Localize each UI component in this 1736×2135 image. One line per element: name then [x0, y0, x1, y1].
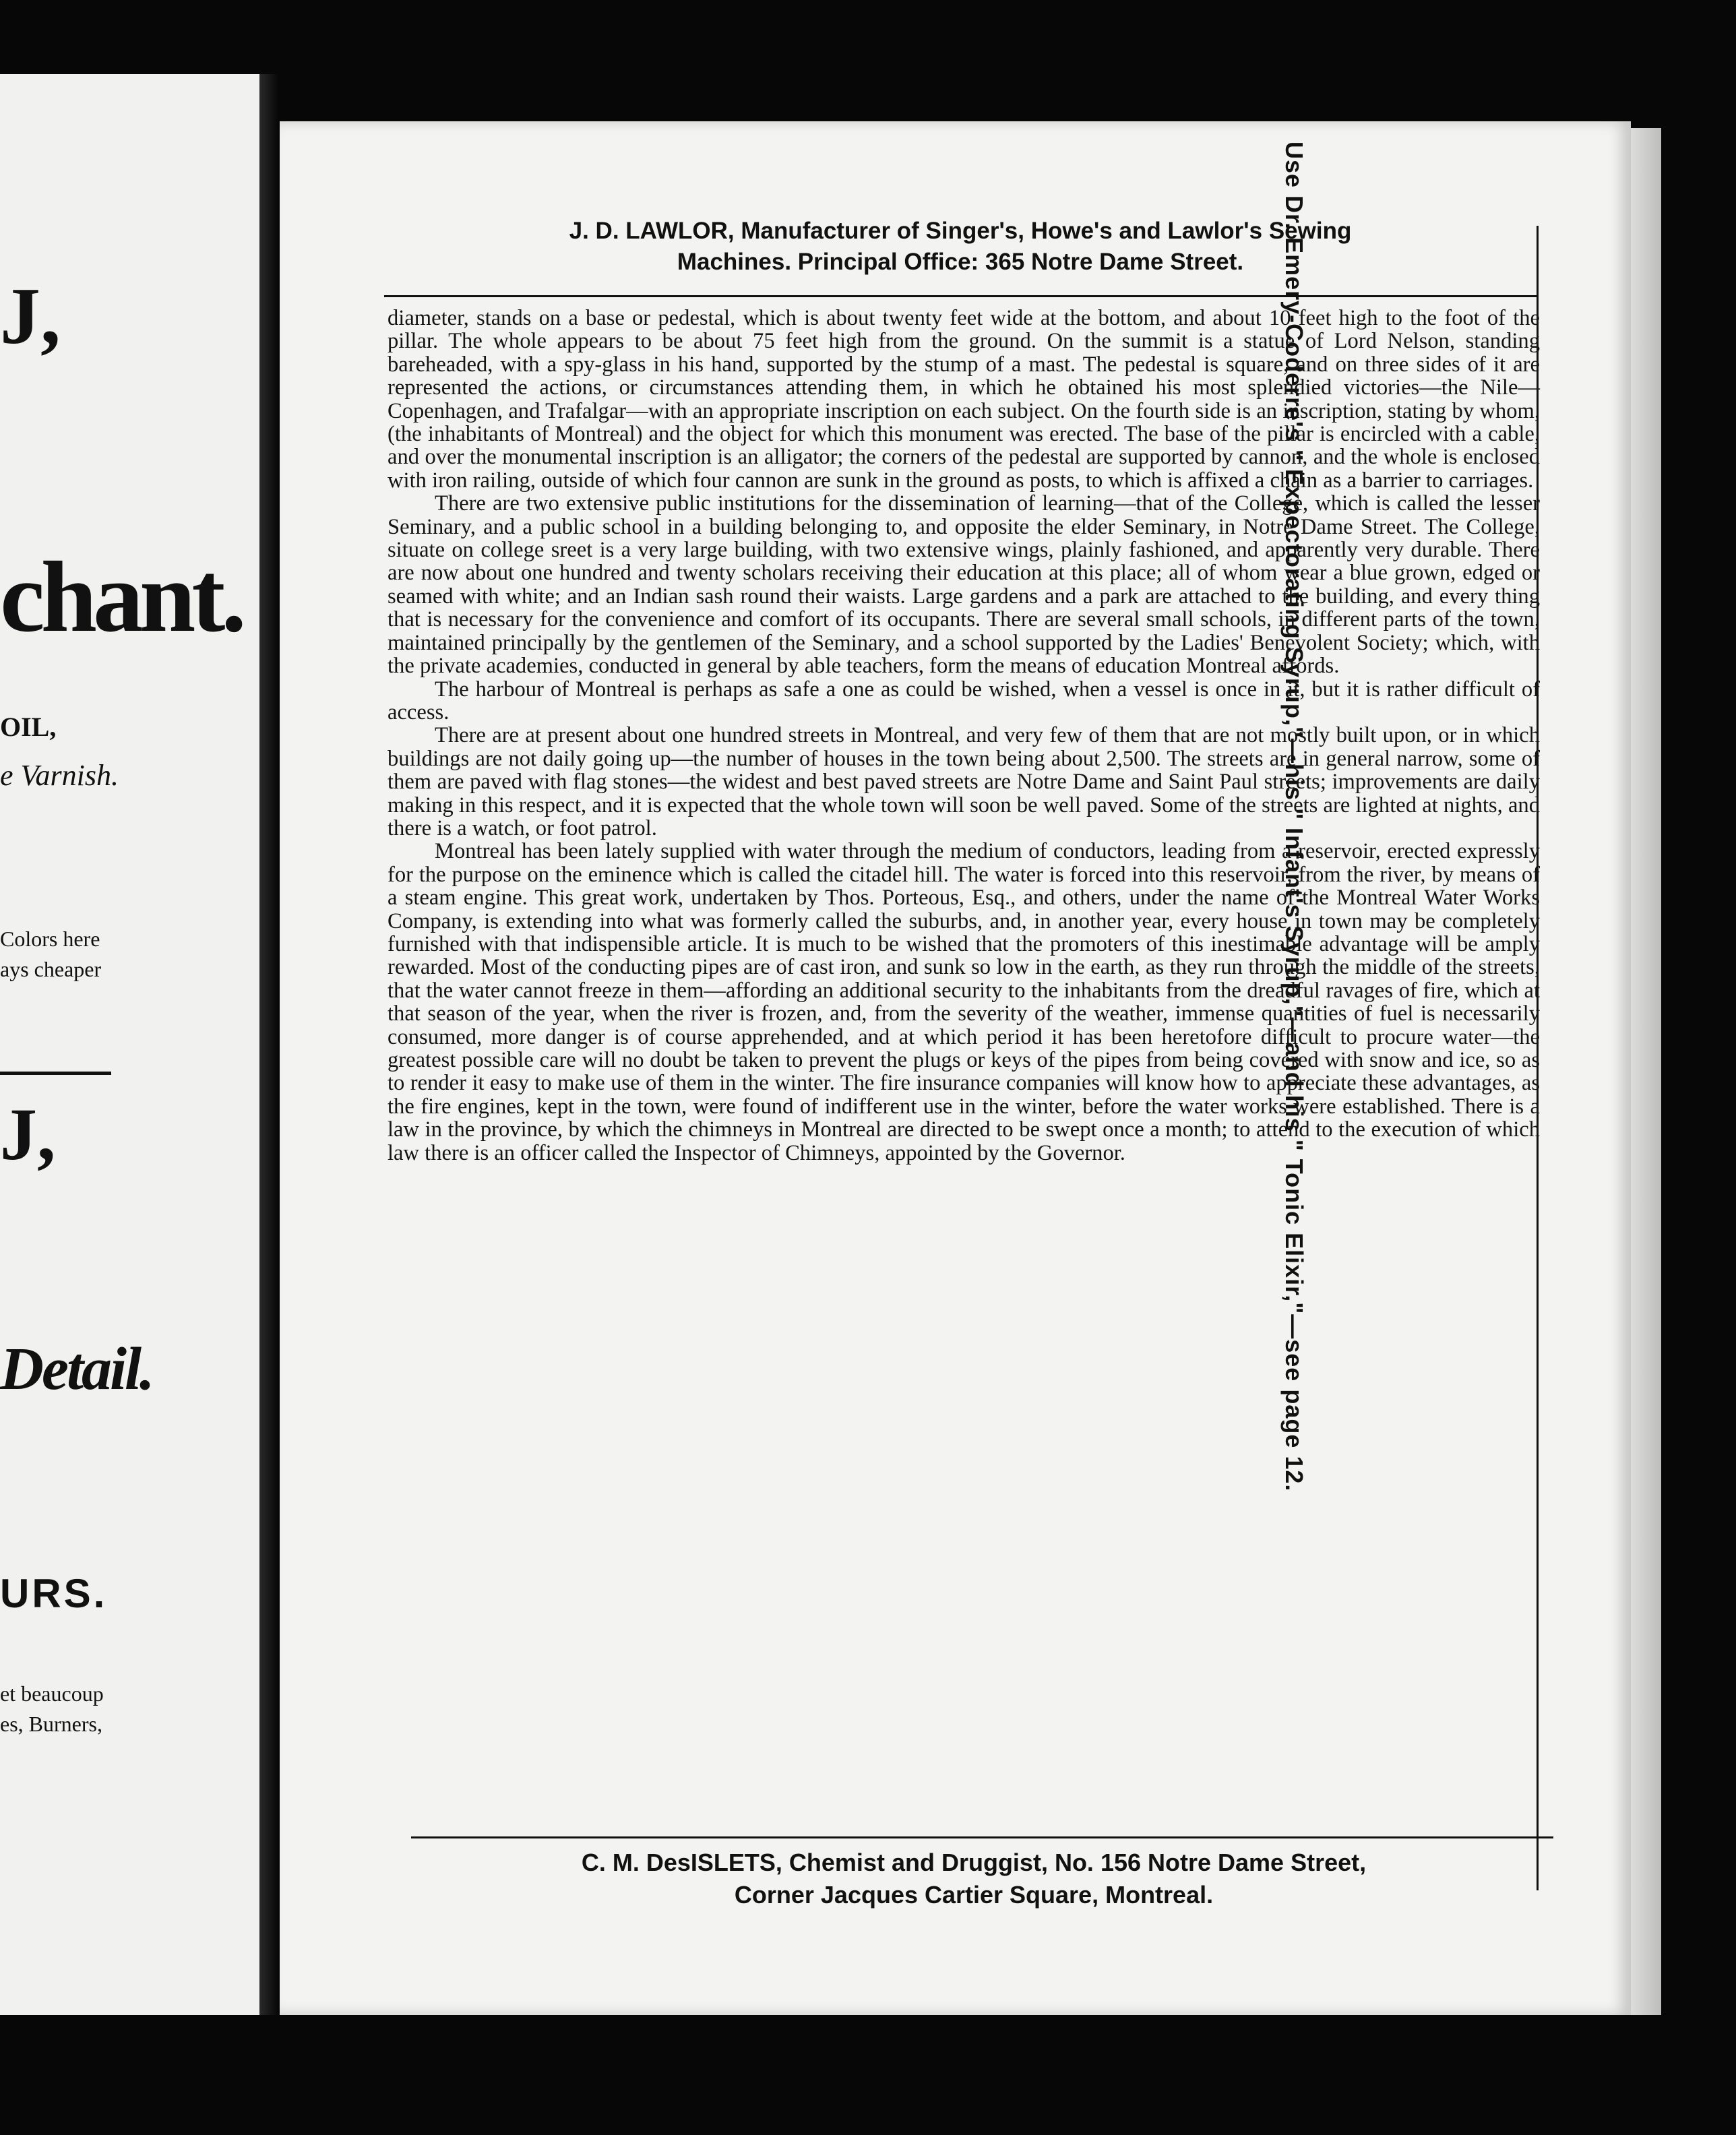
page-edge — [1631, 128, 1661, 2015]
footer-line-1: C. M. DesISLETS, Chemist and Druggist, No. 156 Notre Dame Street, — [581, 1849, 1367, 1876]
left-divider — [0, 1072, 111, 1075]
main-page — [280, 121, 1631, 2015]
footer-advertisement — [381, 1847, 1567, 1911]
header-advertisement — [374, 216, 1547, 278]
left-fragment-rs: URS. — [0, 1571, 108, 1616]
paragraph-5: Montreal has been lately supplied with water through the medium of conductors, leading from a reservoir, erected expressly for the purpose on the eminence which is called the citadel hill. The water is forced into this reservoir, from the river, by means of a steam engine. This great work, undertaken by Thos. Porteous, Esq., and others, under the name of the Montreal Water Works Company, is extending into what was formerly called the suburbs, and, in another year, every house in town may be completely furnished with that indispensible article. It is much to be wished that the promoters of this inestimable advantage will be amply rewarded. Most of the conducting pipes are of cast iron, and sunk so low in the earth, as they run through the middle of the streets, that the water cannot freeze in them—affording an additional security to the inhabitants from the dreadful ravages of fire, which at that season of the year, when the river is frozen, and, from the severity of the weather, immense quantities of fuel is necessarily consumed, more danger is of course apprehended, and at which period it has been heretofore difficult to procure water—the greatest possible care will no doubt be taken to prevent the plugs or keys of the pipes from being covered with snow and ice, so as to render it easy to make use of them in the winter. The fire insurance companies will know how to appreciate these advantages, as the fire engines, kept in the town, were found of indifferent use in the winter, before the water works were established. There is a law in the province, by which the chimneys in Montreal are directed to be swept once a month; to attend to the execution of which law there is an officer called the Inspector of Chimneys, appointed by the Governor. — [388, 839, 1540, 1165]
left-fragment-burners: es, Burners, — [0, 1712, 102, 1736]
page-gutter — [259, 74, 280, 2015]
paragraph-4: There are at present about one hundred streets in Montreal, and very few of them that are not mostly built upon, or in which buildings are not daily going up—the number of houses in the town being about 2,500. The streets are in general narrow, some of them are paved with flag stones—the widest and best paved streets are Notre Dame and Saint Paul streets; improvements are daily making in this respect, and it is expected that the whole town will soon be well paved. Some of the streets are lighted at nights, and there is a watch, or foot patrol. — [388, 723, 1540, 840]
left-fragment-oil: OIL, — [0, 712, 57, 742]
header-line-1: J. D. LAWLOR, Manufacturer of Singer's, Howe's and Lawlor's Sewing — [569, 218, 1352, 244]
left-fragment-beaucoup: et beaucoup — [0, 1681, 104, 1706]
vertical-advertisement: Use Dr. Emery-Coderre's " Expectorating Syrup,"—his " Infant's Syrup,"—and his " Tonic Elixir,"—see page 12. — [1280, 142, 1308, 1492]
header-rule — [384, 295, 1537, 297]
article-body — [388, 307, 1540, 1165]
footer-line-2: Corner Jacques Cartier Square, Montreal. — [734, 1881, 1214, 1909]
paragraph-2: There are two extensive public institutions for the dissemination of learning—that of the College, which is called the lesser Seminary, and a public school in a building belonging to, and opposite the elder Seminary, in Notre Dame Street. The College, situate on college sreet is a very large building, with two extensive wings, plainly fashioned, and apparently very durable. There are now about one hundred and twenty scholars receiving their education at this place; all of whom wear a blue grown, edged or seamed with white; and an Indian sash round their waists. Large gardens and a park are attached to the building, and every thing that is necessary for the convenience and comfort of its occupants. There are several small schools, in different parts of the town, maintained principally by the gentlemen of the Seminary, and a school supported by the Ladies' Benevolent Society; which, with the private academies, conducted in general by able teachers, form the means of education Montreal affords. — [388, 491, 1540, 679]
left-fragment-u: J, — [0, 1093, 56, 1175]
previous-page-fragment — [0, 74, 259, 2015]
left-fragment-detail: Detail. — [0, 1336, 153, 1402]
left-fragment-colors: Colors here — [0, 927, 100, 951]
header-line-2: Machines. Principal Office: 365 Notre Dame Street. — [677, 249, 1244, 275]
left-fragment-chant: chant. — [0, 541, 243, 653]
left-fragment-j: J, — [0, 271, 61, 361]
paragraph-1: diameter, stands on a base or pedestal, which is about twenty feet wide at the bottom, and about 10 feet high to the foot of the pillar. The whole appears to be about 75 feet high from the ground. On the summit is a statue of Lord Nelson, standing bareheaded, with a spy-glass in his hand, supported by the stump of a mast. The pedestal is square, and on three sides of it are represented the actions, or circumstances attending them, in which he obtained his most splendied victories—the Nile—Copenhagen, and Trafalgar—with an appropriate inscription on each subject. On the fourth side is an inscription, stating by whom, (the inhabitants of Montreal) and the object for which this monument was erected. The base of the pillar is encircled with a cable, and over the monumental inscription is an alligator; the corners of the pedestal are supported by cannon, and the whole is enclosed with iron railing, outside of which four cannon are sunk in the ground as posts, to which is affixed a chain as a barrier to carriages. — [388, 306, 1540, 493]
paragraph-3: The harbour of Montreal is perhaps as safe a one as could be wished, when a vessel is once in it, but it is rather difficult of access. — [388, 677, 1540, 724]
footer-rule — [411, 1836, 1553, 1838]
left-fragment-cheaper: ays cheaper — [0, 957, 102, 981]
left-fragment-varnish: e Varnish. — [0, 759, 119, 792]
